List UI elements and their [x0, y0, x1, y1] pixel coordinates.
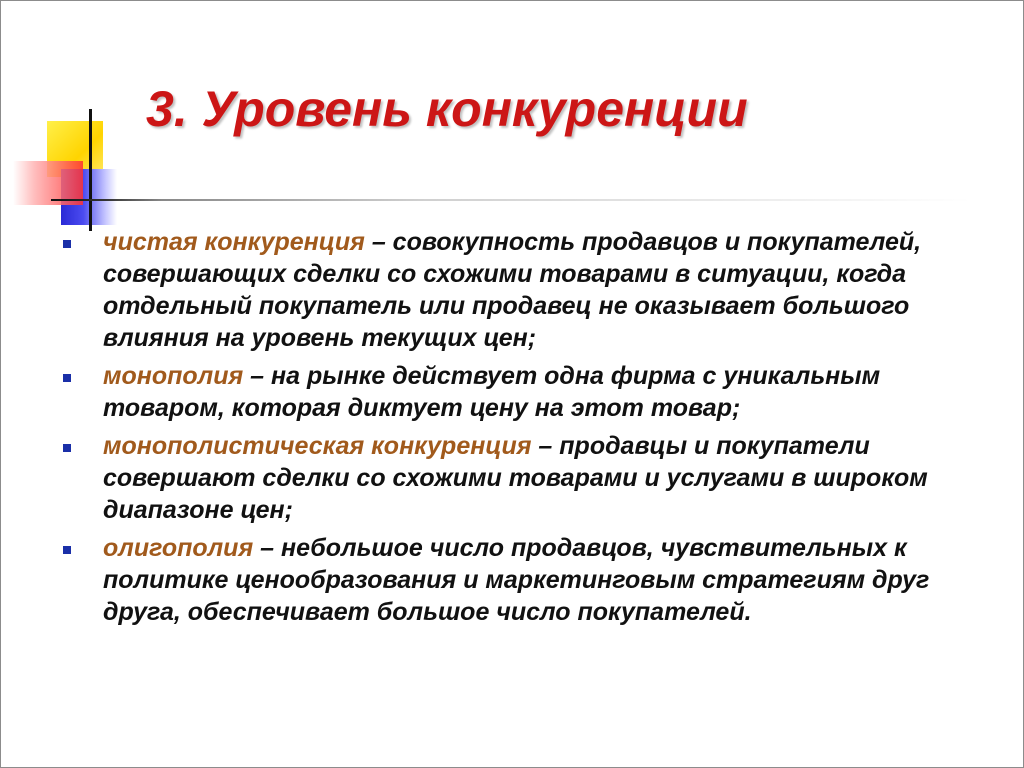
square-bullet-icon — [63, 240, 71, 248]
slide-title: 3. Уровень конкуренции — [146, 81, 748, 137]
bullet-list — [63, 226, 963, 634]
square-bullet-icon — [63, 444, 71, 452]
vertical-line-decoration — [89, 109, 92, 231]
square-bullet-icon — [63, 546, 71, 554]
list-item — [63, 430, 963, 526]
list-item — [63, 360, 963, 424]
list-item — [63, 532, 963, 628]
term-label: чистая конкуренция — [103, 228, 365, 256]
title-underline-divider — [51, 199, 971, 201]
list-item — [63, 226, 963, 354]
term-definition: – небольшое число продавцов, чувствительных к политике ценообразования и маркетинговым стратегиям друг друга, обеспечивает большое число покупателей. — [103, 534, 930, 626]
term-definition: – продавцы и покупатели совершают сделки со схожими товарами и услугами в широком диапазоне цен; — [103, 432, 928, 524]
term-definition: – на рынке действует одна фирма с уникальным товаром, которая диктует цену на этот товар; — [103, 362, 881, 422]
term-label: олигополия — [103, 534, 254, 562]
term-label: монополия — [103, 362, 244, 390]
term-label: монополистическая конкуренция — [103, 432, 532, 460]
term-definition: – совокупность продавцов и покупателей, совершающих сделки со схожими товарами в ситуации, когда отдельный покупатель или продавец не оказывает большого влияния на уровень текущих цен; — [103, 228, 922, 352]
square-bullet-icon — [63, 374, 71, 382]
